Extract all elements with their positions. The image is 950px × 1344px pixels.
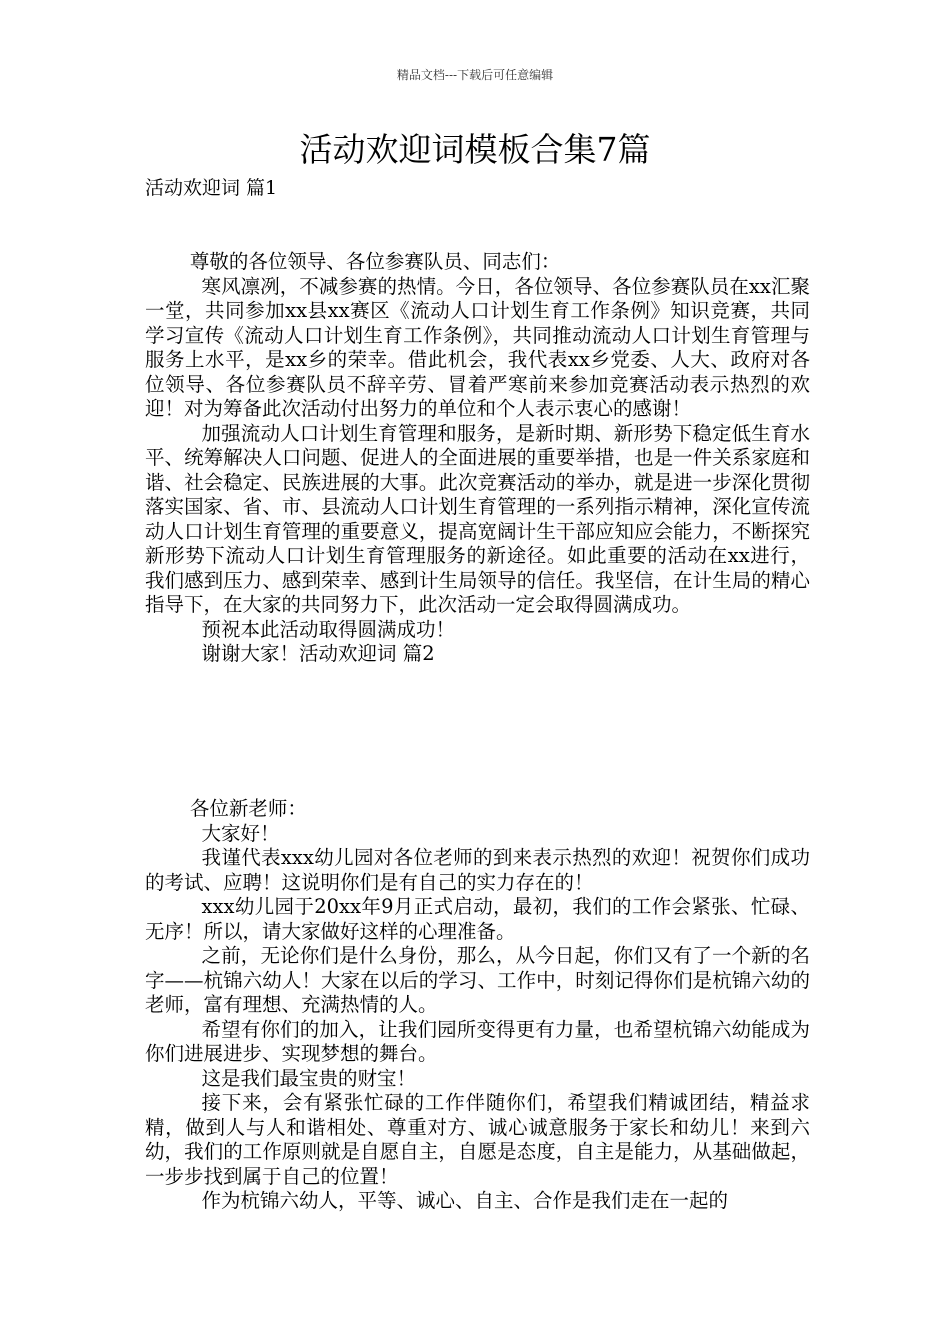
- section-2-body: [145, 797, 810, 1214]
- document-title: 活动欢迎词模板合集7篇: [299, 130, 651, 169]
- paragraph: 这是我们最宝贵的财宝！: [201, 1066, 417, 1090]
- section-heading-1: 活动欢迎词 篇1: [145, 177, 278, 199]
- paragraph: 加强流动人口计划生育管理和服务，是新时期、新形势下稳定低生育水平、统筹解决人口问题、促进人的全面进展的重要举措，也是一件关系家庭和谐、社会稳定、民族进展的大事。此次竞赛活动的举办，就是进一步深化贯彻落实国家、省、市、县流动人口计划生育管理的一系列指示精神，深化宣传流动人口计划生育管理的重要意义，提高宽阔计生干部应知应会能力，不断探究新形势下流动人口计划生育管理服务的新途径。如此重要的活动在xx进行，我们感到压力、感到荣幸、感到计生局领导的信任。我坚信，在计生局的精心指导下，在大家的共同努力下，此次活动一定会取得圆满成功。: [145, 421, 810, 616]
- paragraph: 寒风凛冽，不减参赛的热情。今日，各位领导、各位参赛队员在xx汇聚一堂，共同参加xx县xx赛区《流动人口计划生育工作条例》知识竞赛，共同学习宣传《流动人口计划生育工作条例》，共同推动流动人口计划生育管理与服务上水平，是xx乡的荣幸。借此机会，我代表xx乡党委、人大、政府对各位领导、各位参赛队员不辞辛劳、冒着严寒前来参加竞赛活动表示热烈的欢迎！对为筹备此次活动付出努力的单位和个人表示衷心的感谢！: [145, 274, 810, 420]
- header-note: 精品文档---下载后可任意编辑: [396, 68, 554, 82]
- paragraph: 接下来，会有紧张忙碌的工作伴随你们，希望我们精诚团结，精益求精，做到人与人和谐相处、尊重对方、诚心诚意服务于家长和幼儿！来到六幼，我们的工作原则就是自愿自主，自愿是态度，自主是能力，从基础做起，一步步找到属于自己的位置！: [145, 1091, 810, 1188]
- section-1-body: [145, 250, 810, 667]
- salutation-2: 各位新老师：: [189, 797, 307, 820]
- paragraph: 我谨代表xxx幼儿园对各位老师的到来表示热烈的欢迎！祝贺你们成功的考试、应聘！这说明你们是有自己的实力存在的！: [145, 846, 810, 894]
- paragraph: 作为杭锦六幼人，平等、诚心、自主、合作是我们走在一起的: [201, 1189, 729, 1212]
- paragraph: 大家好！: [201, 821, 280, 845]
- paragraph: xxx幼儿园于20xx年9月正式启动，最初，我们的工作会紧张、忙碌、无序！所以，请大家做好这样的心理准备。: [145, 895, 810, 943]
- paragraph: 希望有你们的加入，让我们园所变得更有力量，也希望杭锦六幼能成为你们进展进步、实现梦想的舞台。: [145, 1017, 810, 1065]
- paragraph: 预祝本此活动取得圆满成功！: [201, 617, 456, 641]
- salutation-1: 尊敬的各位领导、各位参赛队员、同志们：: [189, 250, 561, 273]
- paragraph: 之前，无论你们是什么身份，那么，从今日起，你们又有了一个新的名字——杭锦六幼人！大家在以后的学习、工作中，时刻记得你们是杭锦六幼的老师，富有理想、充满热情的人。: [145, 944, 810, 1016]
- paragraph: 谢谢大家！活动欢迎词 篇2: [201, 642, 435, 665]
